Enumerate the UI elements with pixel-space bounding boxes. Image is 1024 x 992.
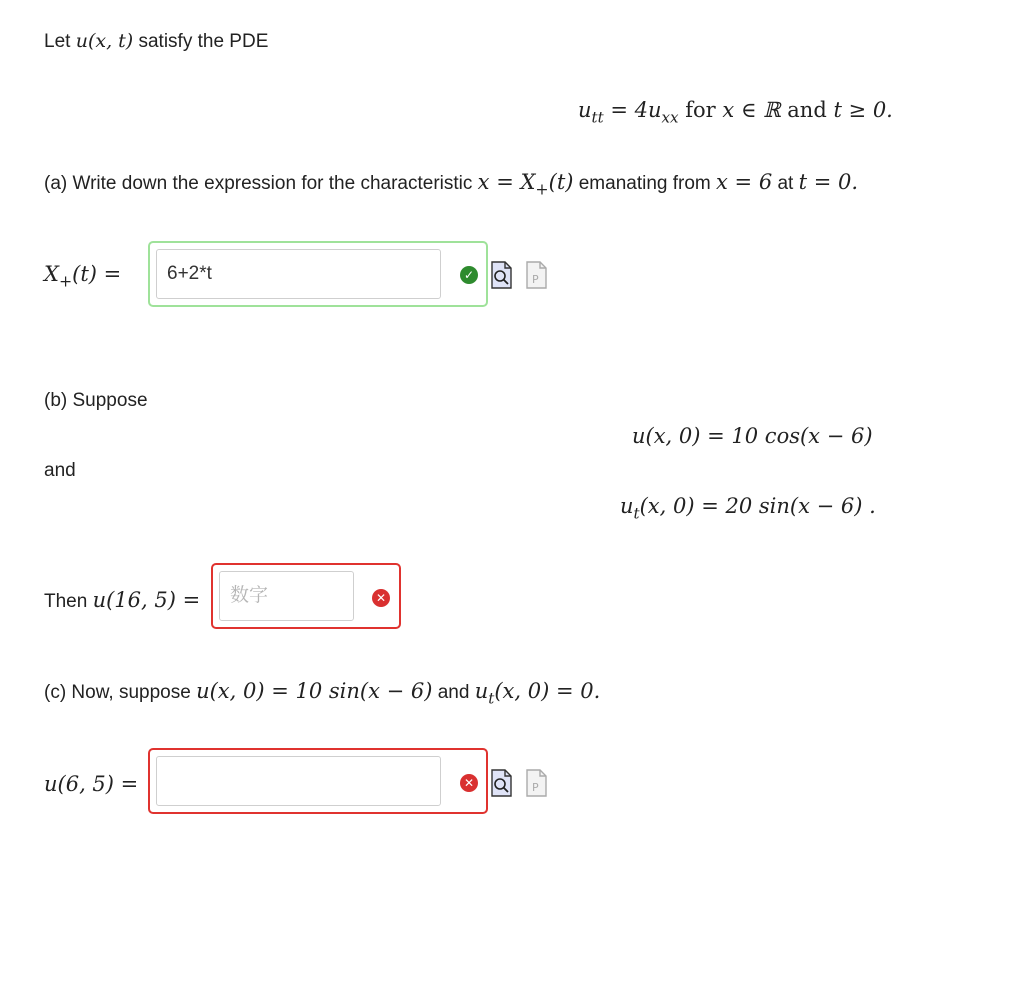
part-a-prefix: (a) Write down the expression for the characteristic bbox=[44, 173, 473, 194]
pde-lhs-sub: tt bbox=[591, 108, 604, 127]
part-b-answer-input[interactable] bbox=[219, 571, 354, 621]
preview-icon[interactable] bbox=[490, 261, 512, 289]
incorrect-cross-icon: ✕ bbox=[372, 589, 390, 607]
part-c-question: (c) Now, suppose u(x, 0) = 10 sin(x − 6) and $u_t(x$, 0) = 0. bbox=[44, 679, 601, 708]
pde-domain: x ∈ ℝ bbox=[722, 98, 781, 122]
part-a-at: at bbox=[777, 173, 794, 194]
part-c-equation-2: $u_t(x$, 0) = 0. bbox=[474, 679, 601, 708]
correct-check-icon: ✓ bbox=[460, 266, 478, 284]
incorrect-cross-icon: ✕ bbox=[460, 774, 478, 792]
part-c-equation-1: u(x, 0) = 10 sin(x − 6) bbox=[196, 679, 433, 703]
part-a-question bbox=[44, 170, 858, 199]
svg-text:P: P bbox=[532, 781, 539, 794]
intro-suffix: satisfy the PDE bbox=[138, 31, 269, 52]
intro-prefix: Let bbox=[44, 31, 71, 52]
part-b-equation-1: u(x, 0) = 10 cos(x − 6) bbox=[632, 424, 873, 448]
part-c-label: u(6, 5) = bbox=[44, 772, 139, 796]
part-a-label: $X_+(t)$ = bbox=[44, 262, 122, 291]
pde-for: for bbox=[678, 98, 723, 122]
part-a-start-x: x = 6 bbox=[716, 170, 773, 194]
pde-lhs: u bbox=[578, 98, 592, 122]
intro-text bbox=[44, 30, 268, 53]
pde-rhs: = 4u bbox=[603, 98, 662, 122]
preview-icon[interactable] bbox=[490, 769, 512, 797]
pde-equation bbox=[578, 98, 893, 126]
part-a-middle: emanating from bbox=[578, 173, 711, 194]
part-c-answer-input[interactable] bbox=[156, 756, 441, 806]
part-b-suppose: (b) Suppose bbox=[44, 390, 148, 411]
part-a-start-t: t = 0. bbox=[798, 170, 859, 194]
part-b-then-label: Then u(16, 5) = bbox=[44, 588, 201, 612]
part-b-and: and bbox=[44, 460, 76, 481]
svg-text:P: P bbox=[532, 273, 539, 286]
pde-rhs-sub: xx bbox=[661, 108, 679, 127]
syntax-help-icon[interactable] bbox=[525, 769, 547, 797]
part-a-answer-input[interactable] bbox=[156, 249, 441, 299]
syntax-help-icon[interactable] bbox=[525, 261, 547, 289]
pde-condition: t ≥ 0. bbox=[833, 98, 893, 122]
part-b-equation-2: $u_t(x$, 0) = 20 sin(x − 6) . bbox=[620, 494, 876, 523]
part-a-characteristic: $x = X_+(t)$ bbox=[477, 170, 574, 199]
intro-function: u(x, t) bbox=[75, 30, 134, 52]
pde-and: and bbox=[780, 98, 834, 122]
